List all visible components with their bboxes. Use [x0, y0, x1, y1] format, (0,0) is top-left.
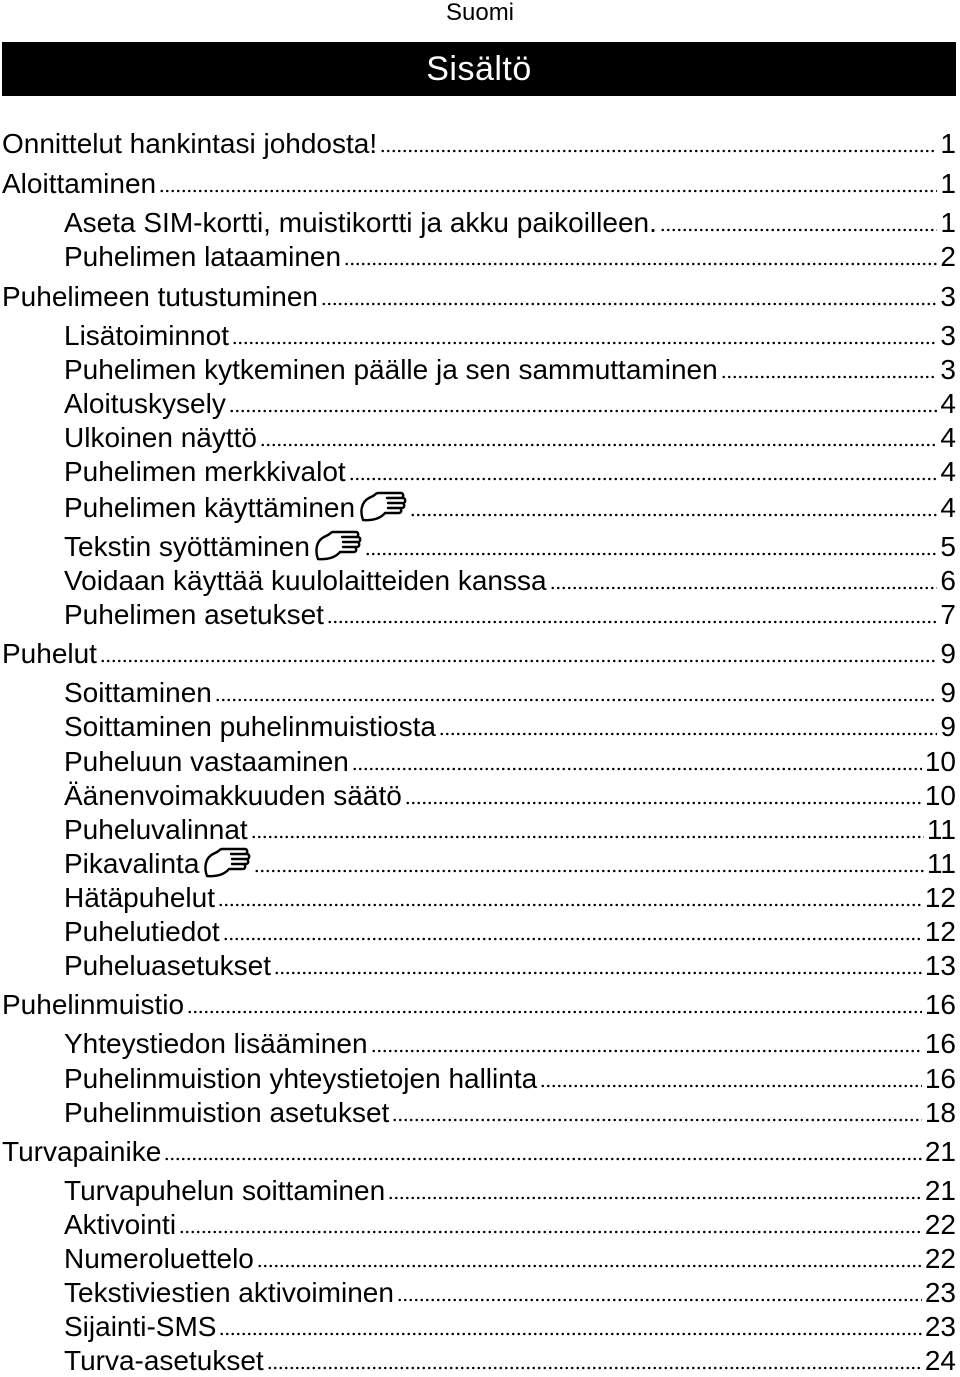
- toc-entry-label: [64, 207, 657, 239]
- toc-dot-leader: [187, 1010, 922, 1014]
- toc-dot-leader: [164, 1157, 922, 1161]
- toc-page-number: 3: [940, 354, 956, 385]
- toc-dot-leader: [223, 937, 922, 941]
- toc-entry-text: Äänenvoimakkuuden säätö: [64, 780, 402, 811]
- toc-dot-leader: [179, 1230, 922, 1234]
- toc-page-number: 12: [924, 882, 956, 913]
- toc-entry-text: Aloittaminen: [2, 168, 157, 199]
- toc-entry-label: [64, 1209, 176, 1241]
- toc-dot-leader: [257, 1264, 922, 1268]
- toc-page-number: 23: [924, 1311, 956, 1342]
- toc-entry[interactable]: [64, 386, 956, 420]
- toc-entry-text: Puheluun vastaaminen: [64, 746, 349, 777]
- toc-entry[interactable]: [64, 318, 956, 352]
- toc-dot-leader: [344, 262, 937, 266]
- toc-entry-label: [64, 1277, 394, 1309]
- toc-page-number: 4: [940, 456, 956, 487]
- toc-entry[interactable]: [2, 279, 956, 313]
- toc-entry[interactable]: [64, 420, 956, 454]
- toc-entry[interactable]: [64, 563, 956, 597]
- toc-entry-text: Puhelinmuistion yhteystietojen hallinta: [64, 1063, 538, 1094]
- toc-entry[interactable]: [2, 1134, 956, 1168]
- toc-dot-leader: [380, 149, 937, 153]
- toc-dot-leader: [274, 971, 922, 975]
- toc-entry[interactable]: [64, 490, 956, 524]
- toc-page-number: 9: [940, 638, 956, 669]
- toc-entry[interactable]: [64, 529, 956, 563]
- language-text: Suomi: [445, 0, 515, 26]
- toc-entry[interactable]: [64, 205, 956, 239]
- title-bar: [2, 42, 956, 96]
- toc-entry-text: Soittaminen puhelinmuistiosta: [64, 711, 436, 742]
- toc-entry-label: [64, 1175, 385, 1207]
- toc-entry-label: [64, 746, 349, 778]
- toc-page-number: 23: [924, 1277, 956, 1308]
- toc-dot-leader: [260, 443, 937, 447]
- toc-dot-leader: [410, 513, 937, 517]
- hand-pointer-icon: [201, 846, 251, 880]
- toc-dot-leader: [392, 1118, 922, 1122]
- toc-dot-leader: [388, 1196, 922, 1200]
- toc-page-number: 1: [940, 207, 956, 238]
- page-title: Sisältö: [426, 49, 532, 88]
- toc-entry-label: [64, 1243, 254, 1275]
- toc-page-number: 16: [924, 1063, 956, 1094]
- toc-entry[interactable]: [64, 239, 956, 273]
- toc-page-number: 11: [926, 814, 956, 845]
- toc-entry-text: Sijainti-SMS: [64, 1311, 217, 1342]
- toc-entry-label: [64, 814, 248, 846]
- toc-entry-label: [64, 711, 436, 743]
- toc-entry-label: [64, 882, 215, 914]
- toc-entry-label: [2, 128, 377, 160]
- toc-entry[interactable]: [64, 1207, 956, 1241]
- toc-entry-text: Puhelut: [2, 638, 97, 669]
- toc-entry-text: Pikavalinta: [64, 848, 200, 879]
- toc-dot-leader: [321, 302, 937, 306]
- toc-dot-leader: [371, 1049, 922, 1053]
- toc-entry-text: Puhelimen merkkivalot: [64, 456, 346, 487]
- toc-dot-leader: [219, 1332, 921, 1336]
- toc-dot-leader: [397, 1298, 922, 1302]
- toc-page-number: 13: [924, 950, 956, 981]
- toc-entry-text: Puhelimen lataaminen: [64, 241, 342, 272]
- toc-page-number: 11: [926, 848, 956, 879]
- toc-dot-leader: [159, 189, 937, 193]
- toc-entry-label: [64, 599, 324, 631]
- toc-entry[interactable]: [64, 1241, 956, 1275]
- toc-entry[interactable]: [64, 744, 956, 778]
- toc-page-number: 10: [924, 780, 956, 811]
- language-label: [0, 0, 960, 40]
- hand-pointer-icon: [312, 529, 362, 563]
- toc-page-number: 1: [940, 128, 956, 159]
- toc-entry-label: [2, 281, 318, 313]
- toc-entry[interactable]: [2, 166, 956, 200]
- toc-page-number: 22: [924, 1209, 956, 1240]
- toc-dot-leader: [349, 477, 938, 481]
- toc-entry-label: [64, 1311, 216, 1343]
- toc-entry-text: Puheluvalinnat: [64, 814, 248, 845]
- toc-dot-leader: [365, 552, 938, 556]
- toc-entry-label: [64, 490, 407, 524]
- toc-entry-text: Puhelinmuistio: [2, 989, 185, 1020]
- toc-entry[interactable]: [64, 1095, 956, 1129]
- toc-entry[interactable]: [2, 126, 956, 160]
- toc-page-number: 21: [924, 1175, 956, 1206]
- toc-entry-label: [64, 565, 547, 597]
- toc-entry-label: [64, 422, 257, 454]
- toc-entry-text: Puhelimen kytkeminen päälle ja sen sammuttaminen: [64, 354, 718, 385]
- toc-entry-text: Turva-asetukset: [64, 1345, 264, 1376]
- toc-entry-text: Soittaminen: [64, 677, 212, 708]
- toc-dot-leader: [267, 1366, 922, 1370]
- toc-entry-text: Puhelinmuistion asetukset: [64, 1097, 390, 1128]
- toc-entry[interactable]: [64, 1343, 956, 1377]
- toc-entry-text: Puheluasetukset: [64, 950, 272, 981]
- toc-entry-text: Voidaan käyttää kuulolaitteiden kanssa: [64, 565, 547, 596]
- toc-entry-text: Ulkoinen näyttö: [64, 422, 258, 453]
- toc-entry-text: Puhelimen käyttäminen: [64, 492, 356, 523]
- toc-entry-label: [2, 168, 156, 200]
- toc-entry[interactable]: [64, 675, 956, 709]
- toc-entry-label: [64, 241, 341, 273]
- toc-entry-label: [64, 1345, 264, 1377]
- toc-entry[interactable]: [64, 709, 956, 743]
- toc-entry[interactable]: [64, 454, 956, 488]
- toc-entry-label: [64, 1097, 389, 1129]
- toc-entry-text: Aktivointi: [64, 1209, 177, 1240]
- toc-entry-text: Onnittelut hankintasi johdosta!: [2, 128, 378, 159]
- toc-entry[interactable]: [64, 597, 956, 631]
- toc-page-number: 6: [940, 565, 956, 596]
- toc-entry-text: Turvapainike: [2, 1136, 162, 1167]
- toc-entry[interactable]: [64, 846, 956, 880]
- toc-entry-text: Tekstiviestien aktivoiminen: [64, 1277, 394, 1308]
- toc-entry-label: [64, 1028, 368, 1060]
- toc-dot-leader: [550, 586, 938, 590]
- toc-page-number: 21: [924, 1136, 956, 1167]
- toc-dot-leader: [327, 620, 937, 624]
- toc-entry-text: Lisätoiminnot: [64, 320, 229, 351]
- toc-page-number: 22: [924, 1243, 956, 1274]
- toc-page-number: 10: [924, 746, 956, 777]
- toc-entry-label: [64, 950, 271, 982]
- toc-entry-label: [64, 916, 220, 948]
- toc-entry-label: [64, 846, 251, 880]
- toc-dot-leader: [540, 1084, 922, 1088]
- toc-dot-leader: [215, 698, 938, 702]
- toc-dot-leader: [232, 341, 937, 345]
- toc-entry[interactable]: [64, 948, 956, 982]
- toc-page-number: 5: [940, 531, 956, 562]
- toc-page-number: 7: [940, 599, 956, 630]
- toc-page-number: 16: [924, 989, 956, 1020]
- toc-page-number: 4: [940, 492, 956, 523]
- toc-dot-leader: [218, 903, 922, 907]
- toc-page-number: 9: [940, 711, 956, 742]
- toc-page-number: 4: [940, 388, 956, 419]
- toc-entry-text: Hätäpuhelut: [64, 882, 216, 913]
- toc-entry-label: [2, 638, 97, 670]
- toc-entry-label: [2, 989, 184, 1021]
- toc-entry-label: [64, 677, 212, 709]
- toc-entry[interactable]: [64, 352, 956, 386]
- toc-page-number: 12: [924, 916, 956, 947]
- toc-entry[interactable]: [64, 1026, 956, 1060]
- toc-page-number: 18: [924, 1097, 956, 1128]
- toc-page-number: 2: [940, 241, 956, 272]
- toc-entry-text: Puhelimen asetukset: [64, 599, 324, 630]
- toc-entry-label: [64, 354, 718, 386]
- toc-entry[interactable]: [64, 1173, 956, 1207]
- toc-page-number: 3: [940, 281, 956, 312]
- toc-page-number: 9: [940, 677, 956, 708]
- toc-entry-text: Puhelutiedot: [64, 916, 220, 947]
- toc-entry-text: Turvapuhelun soittaminen: [64, 1175, 386, 1206]
- toc-dot-leader: [352, 767, 922, 771]
- toc-dot-leader: [405, 801, 922, 805]
- toc-dot-leader: [660, 228, 938, 232]
- toc-entry-label: [64, 456, 346, 488]
- toc-entry-label: [64, 780, 402, 812]
- toc-entry-label: [64, 1063, 537, 1095]
- toc-page-number: 4: [940, 422, 956, 453]
- toc-entry[interactable]: [64, 1061, 956, 1095]
- toc-dot-leader: [100, 659, 937, 663]
- toc-dot-leader: [229, 409, 938, 413]
- toc-dot-leader: [254, 869, 924, 873]
- toc-dot-leader: [439, 732, 937, 736]
- toc-entry[interactable]: [64, 914, 956, 948]
- toc-dot-leader: [251, 835, 924, 839]
- toc-entry-text: Numeroluettelo: [64, 1243, 254, 1274]
- toc-entry[interactable]: [64, 1309, 956, 1343]
- toc-entry-text: Puhelimeen tutustuminen: [2, 281, 318, 312]
- toc-entry[interactable]: [64, 1275, 956, 1309]
- toc-entry[interactable]: [2, 636, 956, 670]
- toc-entry-text: Aloituskysely: [64, 388, 226, 419]
- toc-page-number: 3: [940, 320, 956, 351]
- toc-entry[interactable]: [64, 880, 956, 914]
- toc-entry-text: Tekstin syöttäminen: [64, 531, 310, 562]
- toc-page-number: 16: [924, 1028, 956, 1059]
- hand-pointer-icon: [357, 490, 407, 524]
- toc-entry-text: Yhteystiedon lisääminen: [64, 1028, 368, 1059]
- toc-entry-label: [64, 320, 229, 352]
- toc-page-number: 1: [940, 168, 956, 199]
- toc-entry[interactable]: [64, 812, 956, 846]
- toc-entry-label: [64, 529, 362, 563]
- toc-entry[interactable]: [2, 987, 956, 1021]
- toc-entry-label: [2, 1136, 161, 1168]
- toc-dot-leader: [721, 375, 938, 379]
- toc-entry-label: [64, 388, 226, 420]
- toc-entry-text: Aseta SIM-kortti, muistikortti ja akku paikoilleen.: [64, 207, 657, 238]
- toc-entry[interactable]: [64, 778, 956, 812]
- toc-page-number: 24: [924, 1345, 956, 1376]
